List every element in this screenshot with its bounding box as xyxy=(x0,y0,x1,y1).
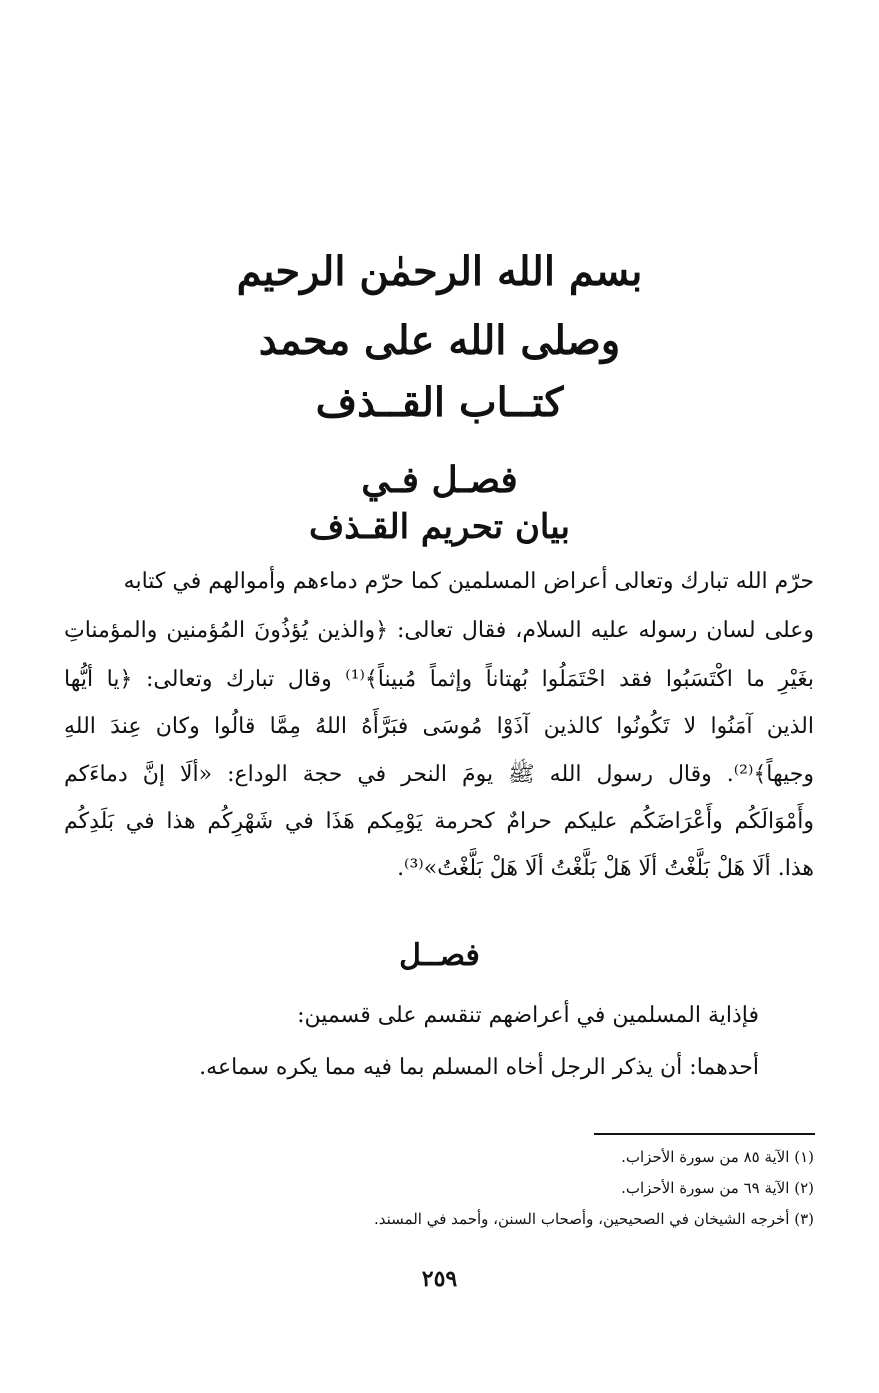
section2-paragraph: فإذاية المسلمين في أعراضهم تنقسم على قسمين: xyxy=(297,1003,759,1028)
book-title: كتــاب القــذف xyxy=(315,379,564,426)
page-number: ٢٥٩ xyxy=(421,1266,458,1292)
section2-title: فصــل xyxy=(399,938,480,973)
section2-paragraph: أحدهما: أن يذكر الرجل أخاه المسلم بما فيه مما يكره سماعه. xyxy=(199,1055,759,1080)
footnote: (٢) الآية ٦٩ من سورة الأحزاب. xyxy=(621,1179,814,1197)
body-text-line: وأَمْوَالَكُم وأَعْرَاضَكُم عليكم حرامٌ كحرمة يَوْمِكم هَذَا في شَهْرِكُم هذا في بَلَدِكُم xyxy=(64,809,814,834)
footnote: (٣) أخرجه الشيخان في الصحيحين، وأصحاب السنن، وأحمد في المسند. xyxy=(373,1210,814,1228)
section-label: فصـل فـي xyxy=(361,459,518,501)
section-title: بيان تحريم القـذف xyxy=(308,507,571,547)
footnote: (١) الآية ٨٥ من سورة الأحزاب. xyxy=(621,1148,814,1166)
basmala-heading: بسم الله الرحمٰن الرحيم xyxy=(236,248,643,295)
body-text-line: هذا. ألَا هَلْ بَلَّغْتُ ألَا هَلْ بَلَّغْتُ ألَا هَلْ بَلَّغْتُ»⁽³⁾. xyxy=(397,856,814,881)
footnote-divider xyxy=(594,1133,815,1135)
salawat-heading: وصلى الله على محمد xyxy=(258,317,621,364)
body-text-line: حرّم الله تبارك وتعالى أعراض المسلمين كما حرّم دماءهم وأموالهم في كتابه xyxy=(123,569,814,594)
body-text-line: وعلى لسان رسوله عليه السلام، فقال تعالى: ﴿والذين يُؤذُونَ المُؤمنين والمؤمناتِ xyxy=(64,618,814,643)
body-text-line: بغَيْرِ ما اكْتَسَبُوا فقد احْتَمَلُوا بُهتاناً وإثماً مُبيناً﴾⁽¹⁾ وقال تبارك وتعالى: ﴿يا أيُّها xyxy=(64,667,814,692)
body-text-line: وجيهاً﴾⁽²⁾. وقال رسول الله ﷺ يومَ النحر في حجة الوداع: «ألَا إنَّ دماءَكم xyxy=(64,762,814,787)
body-text-line: الذين آمَنُوا لا تَكُونُوا كالذين آذَوْا مُوسَى فبَرَّأَهُ اللهُ مِمَّا قالُوا وكان عِندَ اللهِ xyxy=(64,714,814,739)
